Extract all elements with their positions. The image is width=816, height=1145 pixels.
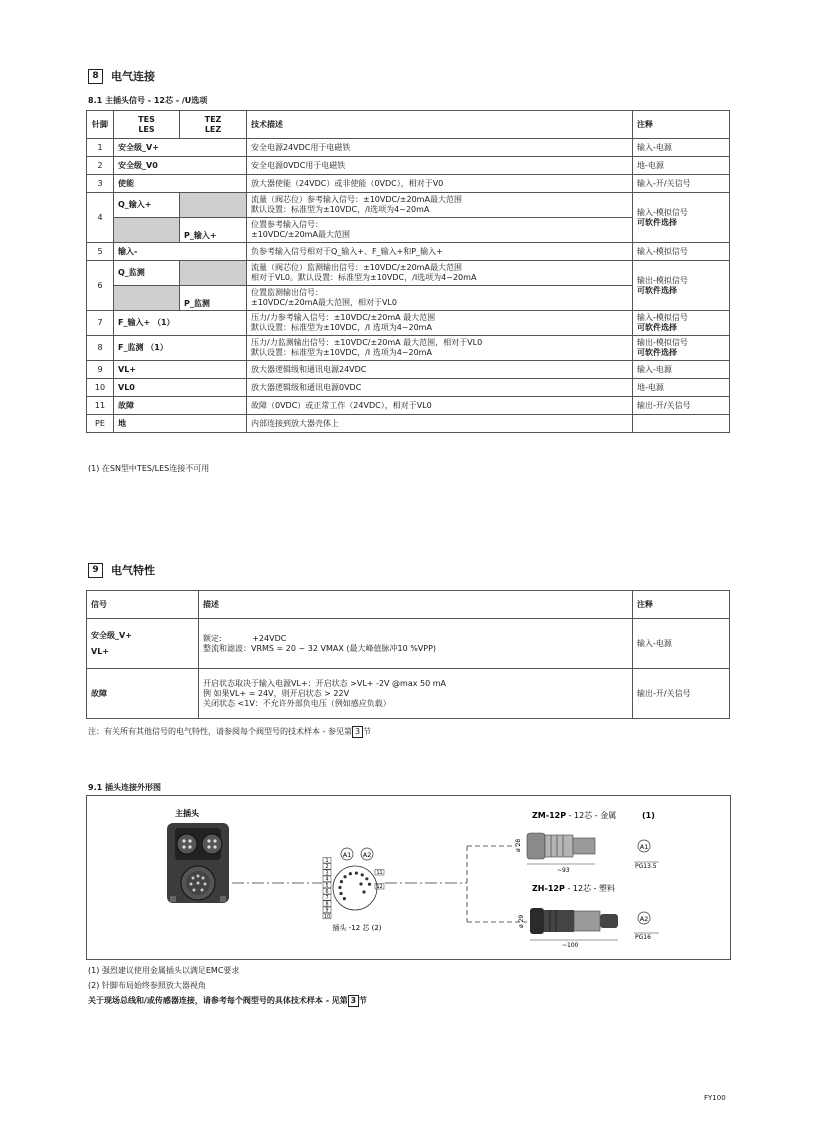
- zm-connector-icon: [527, 833, 595, 859]
- zh-label: ZH-12P - 12芯 - 塑料: [532, 884, 615, 893]
- zh-connector-icon: [530, 908, 618, 934]
- note-cell: 输出-开/关信号: [633, 397, 730, 415]
- table-row: [87, 361, 730, 379]
- tech-cell: 流量（阀芯位）参考输入信号：±10VDC/±20mA最大范围 默认设置：标准型为±10VDC，/I选项为4~20mA: [247, 193, 633, 218]
- header-tes-les: TES LES: [114, 111, 180, 139]
- table-row: [87, 175, 730, 193]
- signal-cell: Q_监测: [114, 261, 180, 286]
- electrical-characteristics-table: [86, 590, 730, 719]
- tech-cell: 内部连接到放大器壳体上: [247, 415, 633, 433]
- tech-cell: 压力/力参考输入信号：±10VDC/±20mA 最大范围 默认设置：标准型为±10VDC，/I 选项为4~20mA: [247, 311, 633, 336]
- pin-number: 10: [323, 914, 331, 920]
- page-code: FY100: [704, 1094, 726, 1102]
- note-cell: 输入-电源: [633, 619, 730, 669]
- signal-cell: 地: [114, 415, 247, 433]
- tech-cell: 流量（阀芯位）监测输出信号：±10VDC/±20mA最大范围 相对于VL0。默认设置：标准型为±10VDC，/I选项为4~20mA: [247, 261, 633, 286]
- tech-cell: 安全电源24VDC用于电磁铁: [247, 139, 633, 157]
- note-cell: 输入-模拟信号: [633, 243, 730, 261]
- signal-cell: 故障: [87, 669, 199, 719]
- signal-cell: P_监测: [180, 286, 247, 311]
- note-2: (2) 针脚布局始终参照放大器视角: [88, 981, 206, 990]
- pin-cell: 10: [87, 379, 114, 397]
- tech-cell: 位置监测输出信号： ±10VDC/±20mA最大范围，相对于VL0: [247, 286, 633, 311]
- section-ref-box: 3: [348, 995, 359, 1007]
- pin-cell: 9: [87, 361, 114, 379]
- table-row: [87, 243, 730, 261]
- signal-cell: 安全级_V+: [114, 139, 247, 157]
- main-plug-icon: [167, 823, 229, 903]
- note-cell: 输入-模拟信号 可软件选择: [633, 193, 730, 243]
- svg-text:A2: A2: [639, 915, 649, 923]
- header-note: 注释: [633, 591, 730, 619]
- header-signal: 信号: [87, 591, 199, 619]
- table-row: [87, 397, 730, 415]
- table-header-row: [87, 111, 730, 139]
- tech-cell: 负参考输入信号相对于Q_输入+、F_输入+和P_输入+: [247, 243, 633, 261]
- empty-cell: [114, 286, 180, 311]
- section-number: 9: [88, 563, 103, 578]
- section-title: 电气连接: [111, 70, 155, 83]
- pin-dot: [339, 892, 342, 895]
- note-cell: 输出-模拟信号 可软件选择: [633, 336, 730, 361]
- signal-cell: 使能: [114, 175, 247, 193]
- pin-cell: 6: [87, 261, 114, 311]
- subsection-title: 9.1 插头连接外形图: [88, 783, 161, 792]
- note-cell: 输入-电源: [633, 361, 730, 379]
- svg-text:A1: A1: [342, 851, 352, 859]
- signal-cell: P_输入+: [180, 218, 247, 243]
- main-plug-label: 主插头: [175, 809, 199, 818]
- section-ref-box: 3: [352, 726, 363, 738]
- signal-cell: F_输入+ （1）: [114, 311, 247, 336]
- section-8-heading: [88, 68, 155, 84]
- zm-diameter: ø 28: [515, 838, 522, 852]
- header-pin: 针脚: [87, 111, 114, 139]
- note-cell: 输入-电源: [633, 139, 730, 157]
- header-note: 注释: [633, 111, 730, 139]
- table-row: [87, 139, 730, 157]
- pin-cell: 4: [87, 193, 114, 243]
- pin-number: 3: [325, 871, 329, 877]
- pin-cell: 5: [87, 243, 114, 261]
- pin-dot: [338, 886, 341, 889]
- pin-dot: [368, 883, 371, 886]
- pin-number: 7: [325, 896, 329, 902]
- pin-dot: [359, 882, 362, 885]
- signal-cell: Q_输入+: [114, 193, 180, 218]
- table-row: [87, 669, 730, 719]
- pin-number: 8: [325, 902, 329, 908]
- table-row: [87, 336, 730, 361]
- empty-cell: [114, 218, 180, 243]
- note-3: 关于现场总线和/或传感器连接，请参考每个阀型号的具体技术样本 - 见第 3 节: [88, 996, 367, 1005]
- tech-cell: 位置参考输入信号： ±10VDC/±20mA最大范围: [247, 218, 633, 243]
- pin-number: 4: [325, 877, 329, 883]
- section-title: 电气特性: [111, 564, 155, 577]
- table-header-row: [87, 591, 730, 619]
- zm-length: ~93: [557, 867, 570, 874]
- table-row: [87, 157, 730, 175]
- header-tez-lez: TEZ LEZ: [180, 111, 247, 139]
- pin-cell: 2: [87, 157, 114, 175]
- tech-cell: 压力/力监测输出信号：±10VDC/±20mA 最大范围，相对于VL0 默认设置：标准型为±10VDC，/I 选项为4~20mA: [247, 336, 633, 361]
- table-row: [87, 619, 730, 669]
- signal-cell: 安全级_V0: [114, 157, 247, 175]
- table-row: [87, 379, 730, 397]
- note-cell: [633, 415, 730, 433]
- pin-number: 6: [325, 890, 329, 895]
- tech-cell: 放大器逻辑级和通讯电源24VDC: [247, 361, 633, 379]
- section-8-footnote: (1) 在SN型中TES/LES连接不可用: [88, 464, 210, 473]
- pin-number: 2: [325, 865, 329, 871]
- pin-cell: 11: [87, 397, 114, 415]
- table-row: [87, 193, 730, 218]
- connector-diagram: [86, 795, 731, 960]
- note-cell: 输入-开/关信号: [633, 175, 730, 193]
- section-9-note: 注：有关所有其他信号的电气特性，请参阅每个阀型号的技术样本 - 参见第 3 节: [88, 727, 371, 736]
- note-cell: 地-电源: [633, 157, 730, 175]
- tech-cell: 安全电源0VDC用于电磁铁: [247, 157, 633, 175]
- desc-cell: 开启状态取决于输入电源VL+：开启状态 >VL+ -2V @max 50 mA 例 如果VL+ = 24V，则开启状态 > 22V 关闭状态 <1V：不允许外部负电压（例如感应负载）: [199, 669, 633, 719]
- signal-cell: F_监测 （1）: [114, 336, 247, 361]
- pin-plug-label: 插头 -12 芯 (2): [332, 924, 382, 932]
- table-row: [87, 415, 730, 433]
- pin-cell: PE: [87, 415, 114, 433]
- zh-diameter: ø 29: [518, 914, 525, 928]
- section-9-heading: [88, 562, 155, 578]
- connector-diagram-svg: [87, 796, 730, 959]
- header-tech: 技术描述: [247, 111, 633, 139]
- signal-cell: VL0: [114, 379, 247, 397]
- zm-ref: (1): [642, 811, 655, 820]
- header-desc: 描述: [199, 591, 633, 619]
- pin-number: 5: [325, 883, 329, 889]
- pin-cell: 1: [87, 139, 114, 157]
- tech-cell: 放大器逻辑级和通讯电源0VDC: [247, 379, 633, 397]
- pin-dot: [361, 873, 364, 876]
- pin-dot: [340, 880, 343, 883]
- note-cell: 输出-模拟信号 可软件选择: [633, 261, 730, 311]
- pin-dot: [343, 897, 346, 900]
- empty-cell: [180, 193, 247, 218]
- tech-cell: 故障（0VDC）或正常工作（24VDC），相对于VL0: [247, 397, 633, 415]
- pin-cell: 7: [87, 311, 114, 336]
- table-row: [87, 261, 730, 286]
- zh-length: ~100: [562, 942, 579, 949]
- zm-pg: PG13.5: [635, 863, 657, 870]
- section-number: 8: [88, 69, 103, 84]
- empty-cell: [180, 261, 247, 286]
- pin-signal-table: [86, 110, 730, 433]
- svg-text:A2: A2: [362, 851, 372, 859]
- note-cell: 输入-模拟信号 可软件选择: [633, 311, 730, 336]
- signal-cell: VL+: [114, 361, 247, 379]
- desc-cell: 额定: +24VDC 整流和滤波：VRMS = 20 ~ 32 VMAX (最大峰值脉冲10 %VPP): [199, 619, 633, 669]
- pin-number: 1: [325, 859, 329, 864]
- pin-dot: [343, 875, 346, 878]
- signal-cell: 输入-: [114, 243, 247, 261]
- pin-cell: 3: [87, 175, 114, 193]
- subsection-title: 8.1 主插头信号 - 12芯 - /U选项: [88, 96, 208, 105]
- pin-cell: 8: [87, 336, 114, 361]
- table-row: [87, 311, 730, 336]
- pin-dot: [349, 872, 352, 875]
- note-cell: 地-电源: [633, 379, 730, 397]
- note-1: (1) 强烈建议使用金属插头以满足EMC要求: [88, 966, 240, 975]
- pin-dot: [362, 890, 365, 893]
- zh-pg: PG16: [635, 934, 651, 941]
- note-cell: 输出-开/关信号: [633, 669, 730, 719]
- pin-number: 9: [325, 908, 329, 914]
- pin-dot: [355, 871, 358, 874]
- signal-cell: 安全级_V+ VL+: [87, 619, 199, 669]
- signal-cell: 故障: [114, 397, 247, 415]
- pin-dot: [365, 877, 368, 880]
- tech-cell: 放大器使能（24VDC）或非使能（0VDC），相对于V0: [247, 175, 633, 193]
- zm-label: ZM-12P - 12芯 - 金属: [532, 811, 617, 820]
- pin-layout: [323, 848, 384, 932]
- pin-number: 11: [376, 871, 383, 876]
- pin-number: 12: [376, 885, 383, 890]
- svg-text:A1: A1: [639, 843, 649, 851]
